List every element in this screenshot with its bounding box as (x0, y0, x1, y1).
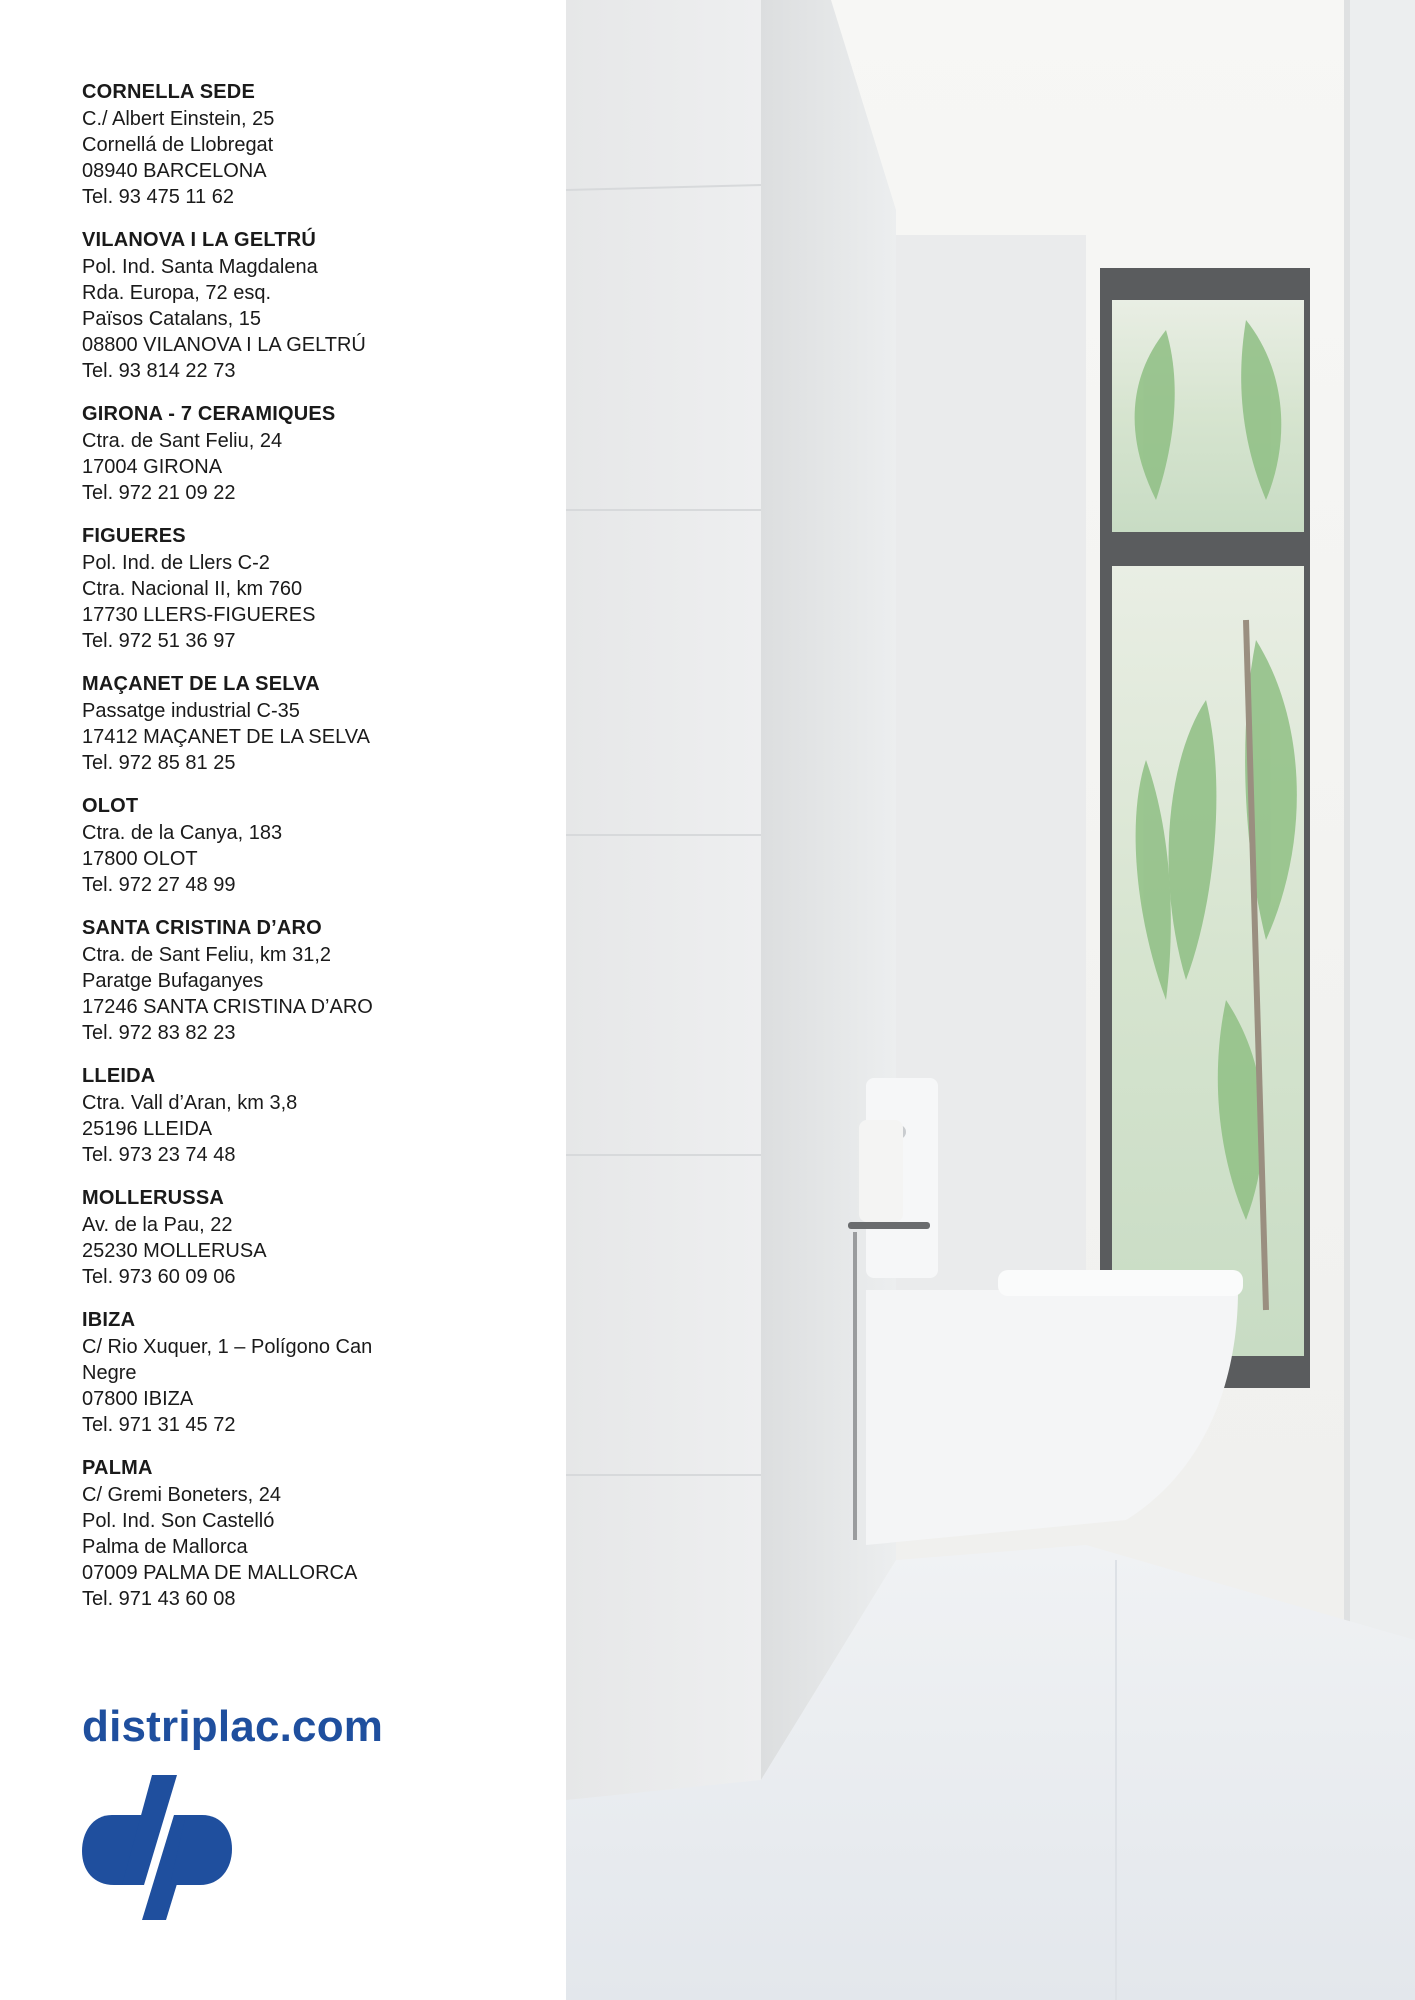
location-address-line: 17412 MAÇANET DE LA SELVA (82, 726, 370, 748)
location-address-line: Av. de la Pau, 22 (82, 1214, 233, 1236)
location-address-line: C./ Albert Einstein, 25 (82, 108, 275, 130)
location-address-line: Rda. Europa, 72 esq. (82, 282, 272, 304)
location-address-line: Negre (82, 1362, 137, 1384)
location-address-line: 17004 GIRONA (82, 456, 223, 478)
location-phone[interactable]: Tel. 973 60 09 06 (82, 1266, 236, 1288)
location-address-line: Passatge industrial C-35 (82, 700, 300, 722)
location-name: PALMA (82, 1457, 153, 1479)
contact-column (0, 0, 566, 2000)
location-block (82, 914, 552, 1046)
location-address-line: Ctra. Vall d’Aran, km 3,8 (82, 1092, 298, 1114)
location-block (82, 1184, 552, 1290)
location-address-line: Ctra. de Sant Feliu, km 31,2 (82, 944, 332, 966)
location-address-line: Pol. Ind. de Llers C-2 (82, 552, 270, 574)
location-block (82, 1062, 552, 1168)
locations-list (82, 78, 552, 1628)
location-address-line: 08800 VILANOVA I LA GELTRÚ (82, 334, 366, 356)
location-address-line: Pol. Ind. Santa Magdalena (82, 256, 318, 278)
location-address-line: Ctra. de la Canya, 183 (82, 822, 283, 844)
location-address-line: C/ Gremi Boneters, 24 (82, 1484, 281, 1506)
location-phone[interactable]: Tel. 972 51 36 97 (82, 630, 236, 652)
location-phone[interactable]: Tel. 972 85 81 25 (82, 752, 236, 774)
location-name: VILANOVA I LA GELTRÚ (82, 229, 316, 251)
location-address-line: 08940 BARCELONA (82, 160, 267, 182)
website-link[interactable]: distriplac.com (82, 1702, 384, 1751)
location-address-line: Paratge Bufaganyes (82, 970, 264, 992)
location-address-line: Cornellá de Llobregat (82, 134, 274, 156)
location-phone[interactable]: Tel. 971 31 45 72 (82, 1414, 236, 1436)
location-block (82, 1454, 552, 1612)
location-block (82, 522, 552, 654)
location-address-line: 25196 LLEIDA (82, 1118, 213, 1140)
location-name: LLEIDA (82, 1065, 156, 1087)
location-address-line: 17246 SANTA CRISTINA D’ARO (82, 996, 373, 1018)
location-block (82, 400, 552, 506)
location-address-line: 17730 LLERS-FIGUERES (82, 604, 316, 626)
location-phone[interactable]: Tel. 93 814 22 73 (82, 360, 236, 382)
location-address-line: Països Catalans, 15 (82, 308, 261, 330)
location-name: FIGUERES (82, 525, 186, 547)
location-name: IBIZA (82, 1309, 136, 1331)
location-address-line: Ctra. Nacional II, km 760 (82, 578, 303, 600)
location-phone[interactable]: Tel. 972 83 82 23 (82, 1022, 236, 1044)
location-block (82, 670, 552, 776)
location-phone[interactable]: Tel. 972 21 09 22 (82, 482, 236, 504)
location-block (82, 792, 552, 898)
location-address-line: Palma de Mallorca (82, 1536, 248, 1558)
location-address-line: Pol. Ind. Son Castelló (82, 1510, 275, 1532)
location-name: CORNELLA SEDE (82, 81, 255, 103)
location-address-line: 25230 MOLLERUSA (82, 1240, 267, 1262)
location-phone[interactable]: Tel. 93 475 11 62 (82, 186, 234, 208)
bathroom-image (566, 0, 1415, 2000)
location-name: OLOT (82, 795, 139, 817)
location-block (82, 226, 552, 384)
location-name: SANTA CRISTINA D’ARO (82, 917, 322, 939)
location-block (82, 1306, 552, 1438)
location-address-line: C/ Rio Xuquer, 1 – Polígono Can (82, 1336, 373, 1358)
dp-logo-icon (82, 1775, 232, 1920)
location-address-line: 07800 IBIZA (82, 1388, 194, 1410)
location-phone[interactable]: Tel. 973 23 74 48 (82, 1144, 236, 1166)
bathroom-photo (566, 0, 1415, 2000)
location-name: MOLLERUSSA (82, 1187, 224, 1209)
location-block (82, 78, 552, 210)
location-phone[interactable]: Tel. 971 43 60 08 (82, 1588, 236, 1610)
location-name: MAÇANET DE LA SELVA (82, 673, 320, 695)
location-name: GIRONA - 7 CERAMIQUES (82, 403, 336, 425)
location-address-line: Ctra. de Sant Feliu, 24 (82, 430, 283, 452)
location-address-line: 07009 PALMA DE MALLORCA (82, 1562, 358, 1584)
location-address-line: 17800 OLOT (82, 848, 198, 870)
location-phone[interactable]: Tel. 972 27 48 99 (82, 874, 236, 896)
